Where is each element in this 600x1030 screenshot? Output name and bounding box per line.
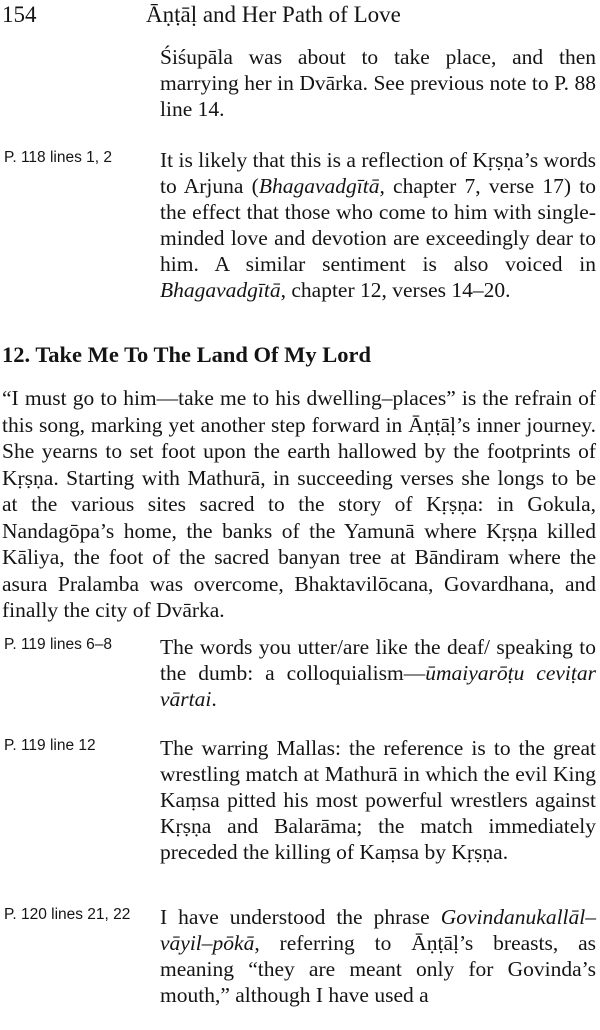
note-reference: P. 119 line 12: [4, 737, 96, 754]
note-text-part: , referring to Āṇṭāḷ’s breasts, as meaning “they are meant only for Govinda’s mouth,” although I have used a: [160, 931, 596, 1007]
book-title-italic: Bhagavadgītā: [258, 174, 380, 198]
note-text-part: , chapter 7, verse 17) to the effect that those who come to him with single-minded love and devotion are exceedingly dear to him. A similar sentiment is also voiced in: [160, 174, 596, 276]
book-title-italic: Bhagavadgītā: [160, 278, 281, 302]
note-reference: P. 120 lines 21, 22: [4, 906, 131, 923]
tamil-phrase-italic: ūmaiyarōṭu ceviṭar vārtai: [160, 661, 596, 711]
note-text: [160, 147, 596, 303]
note-text: [160, 904, 596, 1008]
note-reference: P. 119 lines 6–8: [4, 636, 113, 653]
running-title: Āṇṭāḷ and Her Path of Love: [146, 2, 401, 27]
section-heading: 12. Take Me To The Land Of My Lord: [2, 342, 372, 367]
page-header: [0, 2, 600, 32]
continued-note-text: Śiśupāla was about to take place, and then marrying her in Dvārka. See previous note to P. 88 line 14.: [160, 45, 596, 121]
note-reference: P. 118 lines 1, 2: [4, 149, 113, 166]
note-text-part: The words you utter/are like the deaf/ speaking to the dumb: a colloquialism—: [160, 635, 596, 685]
section-paragraph: “I must go to him—take me to his dwelling–places” is the refrain of this song, marking yet another step forward in Āṇṭāḷ’s inner journey. She yearns to set foot upon the earth hallowed by the footprints of Kṛṣṇa. Starting with Mathurā, in succeeding verses she longs to be at the various sites sacred to the story of Kṛṣṇa: in Gokula, Nandagōpa’s home, the banks of the Yamunā where Kṛṣṇa killed Kāliya, the foot of the sacred banyan tree at Bāndiram where the asura Pralamba was overcome, Bhaktavilōcana, Govardhana, and finally the city of Dvārka.: [2, 386, 596, 622]
note-text-part: I have understood the phrase: [160, 905, 441, 929]
note-text: The warring Mallas: the reference is to the great wrestling match at Mathurā in which the evil King Kaṃsa pitted his most powerful wrestlers against Kṛṣṇa and Balarāma; the match immediately preceded the killing of Kaṃsa by Kṛṣṇa.: [160, 736, 596, 864]
note-text: [160, 634, 596, 712]
tamil-phrase-italic: Govindanukallāl–vāyil–pōkā: [160, 905, 596, 955]
page-number: 154: [2, 2, 37, 27]
note-text-part: It is likely that this is a reflection of Kṛṣṇa’s words to Arjuna (: [160, 148, 596, 198]
note-text-part: .: [211, 687, 217, 711]
note-text-part: , chapter 12, verses 14–20.: [280, 278, 511, 302]
